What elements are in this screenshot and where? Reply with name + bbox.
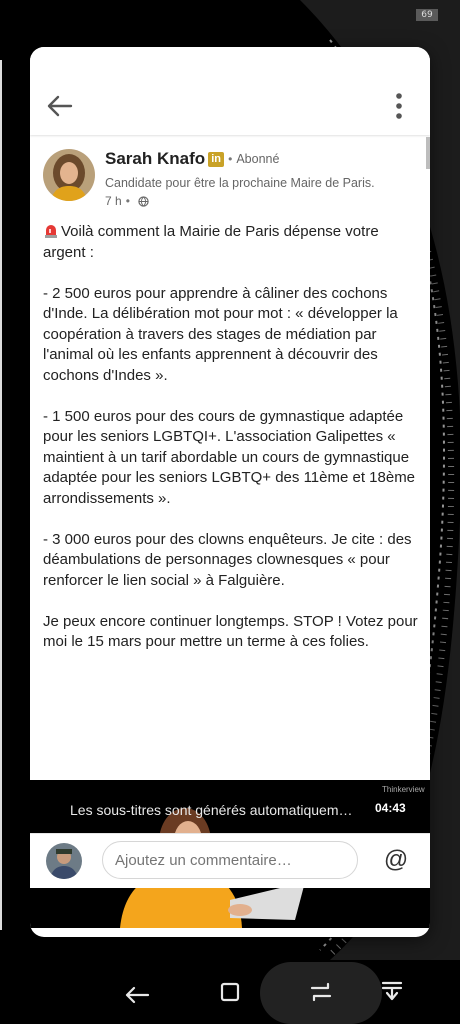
hide-keyboard-icon (378, 978, 406, 1006)
user-avatar[interactable] (46, 843, 82, 879)
post-paragraph: Je peux encore continuer longtemps. STOP ! Votez pour moi le 15 mars pour mettre un terme à ces folies. (43, 612, 418, 650)
post-paragraph: - 1 500 euros pour des cours de gymnastique adaptée pour les seniors LGBTQI+. L'association Galipettes « maintient à un tarif abordable un cours de gymnastique adaptée pour les seniors LGBTQ+ des 11ème et 18ème arrondissements ». (43, 407, 416, 507)
post-meta (105, 194, 149, 208)
switch-apps-button[interactable] (304, 978, 338, 1006)
switch-apps-icon (304, 978, 338, 1006)
video-subtitle: Les sous-titres sont générés automatiquem… (70, 802, 353, 818)
post-text (43, 222, 418, 673)
arrow-left-icon (44, 90, 76, 122)
linkedin-badge-icon: in (208, 152, 224, 167)
author-name[interactable]: Sarah Knafo (105, 149, 206, 168)
post-paragraph-text: Voilà comment la Mairie de Paris dépense votre argent : (43, 223, 379, 261)
video-watermark: Thinkerview (382, 785, 425, 794)
separator-dot: • (125, 194, 130, 208)
battery-indicator: 69 (416, 9, 438, 21)
video-duration: 04:43 (375, 801, 406, 815)
post-paragraph (43, 222, 418, 263)
app-bar (30, 47, 430, 135)
post-paragraph: - 3 000 euros pour des clowns enquêteurs. Je cite : des déambulations de personnages clownesques « pour renforcer le lien social » à Falguière. (43, 530, 412, 589)
user-photo (46, 843, 82, 879)
recent-apps-icon (216, 978, 244, 1006)
nav-back-button[interactable] (122, 978, 152, 1006)
author-photo (43, 149, 95, 201)
scrollbar-thumb[interactable] (426, 137, 430, 169)
post-detail-card (30, 47, 430, 937)
post-paragraph: - 2 500 euros pour apprendre à câliner des cochons d'Inde. La délibération mot pour mot : « développer la coopération à travers des stages de médiation par l'animal où les enfants apprennent à découvrir des cochons d'Indes ». (43, 284, 398, 384)
more-vertical-icon (384, 90, 414, 122)
author-line (105, 149, 279, 169)
recent-apps-button[interactable] (216, 978, 244, 1006)
mention-button[interactable]: @ (383, 846, 409, 873)
separator-dot: • (228, 152, 233, 166)
siren-emoji-icon (43, 222, 59, 238)
system-nav-bar (0, 960, 460, 1024)
nav-back-icon (122, 978, 152, 1006)
more-options-button[interactable] (384, 90, 414, 122)
hide-keyboard-button[interactable] (378, 978, 406, 1006)
post-time: 7 h (105, 194, 122, 208)
author-headline: Candidate pour être la prochaine Maire de Paris. (105, 176, 375, 190)
follow-status: Abonné (236, 152, 280, 166)
back-button[interactable] (44, 90, 76, 122)
comment-bar (30, 833, 430, 888)
comment-input[interactable] (102, 841, 358, 879)
globe-icon (138, 196, 149, 207)
author-avatar[interactable] (43, 149, 95, 201)
